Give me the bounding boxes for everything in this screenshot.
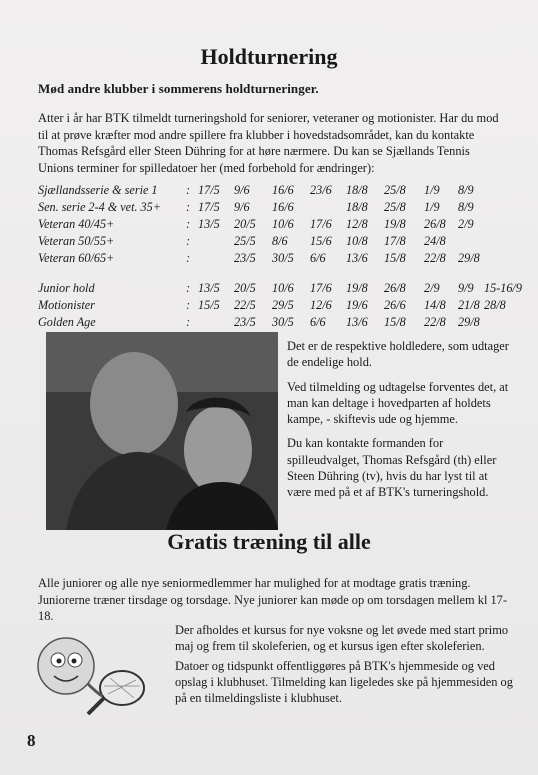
tennis-ball-mascot-icon	[30, 622, 170, 722]
page-number: 8	[27, 731, 36, 750]
schedule-date: 17/6	[310, 281, 332, 295]
schedule-date: 15-16/9	[484, 281, 522, 295]
schedule-row	[38, 183, 508, 200]
schedule-date: 6/6	[310, 315, 326, 329]
team-info-p1: Det er de respektive holdledere, som udtager de endelige hold.	[287, 339, 509, 370]
subheading: Mød andre klubber i sommerens holdturneringer.	[38, 81, 319, 96]
schedule-date: 10/6	[272, 217, 294, 231]
schedule-date: 26/8	[384, 281, 406, 295]
schedule-date: 22/8	[424, 251, 446, 265]
schedule-date: 8/6	[272, 234, 288, 248]
schedule-date: 21/8	[458, 298, 480, 312]
schedule-date: 9/6	[234, 183, 250, 197]
schedule-date: 16/6	[272, 183, 294, 197]
schedule-date: 25/8	[384, 200, 406, 214]
schedule-row	[38, 200, 508, 217]
schedule-label: Veteran 40/45+	[38, 217, 115, 231]
schedule-colon: :	[186, 183, 191, 197]
schedule-colon: :	[186, 281, 191, 295]
schedule-date: 15/6	[310, 234, 332, 248]
schedule-date: 19/8	[346, 281, 368, 295]
schedule-date: 12/8	[346, 217, 368, 231]
section-title-training: Gratis træning til alle	[167, 529, 371, 554]
schedule-label: Motionister	[38, 298, 95, 312]
schedule-date: 23/6	[310, 183, 332, 197]
schedule-row	[38, 298, 508, 315]
photo-illustration	[46, 332, 278, 530]
tennis-ball-mascot	[30, 622, 170, 722]
schedule-date: 8/9	[458, 183, 474, 197]
schedule-date: 15/8	[384, 315, 406, 329]
course-info-p1: Der afholdes et kursus for nye voksne og let øvede med start primo maj og frem til skoleferien, og et kursus igen efter skoleferien.	[175, 623, 509, 654]
training-paragraph: Alle juniorer og alle nye seniormedlemmer har mulighed for at modtage gratis træning. Juniorerne træner tirsdage og torsdage. Nye juniorer kan møde op om torsdagen mellem kl 17-18.	[38, 576, 507, 623]
team-info-p3: Du kan kontakte formanden for spilleudvalget, Thomas Refsgård (th) eller Steen Dühring (tv), hvis du har lyst til at være med på et af BTK's turneringshold.	[287, 436, 497, 500]
schedule-date: 14/8	[424, 298, 446, 312]
schedule-label: Veteran 60/65+	[38, 251, 115, 265]
schedule-date: 29/8	[458, 315, 480, 329]
schedule-date: 17/6	[310, 217, 332, 231]
schedule-date: 26/8	[424, 217, 446, 231]
schedule-date: 25/8	[384, 183, 406, 197]
page-title: Holdturnering	[200, 44, 338, 69]
schedule-date: 18/8	[346, 183, 368, 197]
schedule-row	[38, 234, 508, 251]
schedule-date: 26/6	[384, 298, 406, 312]
schedule-date: 15/5	[198, 298, 220, 312]
schedule-date: 13/5	[198, 217, 220, 231]
schedule-date: 20/5	[234, 217, 256, 231]
schedule-colon: :	[186, 251, 191, 265]
schedule-colon: :	[186, 217, 191, 231]
schedule-date: 29/5	[272, 298, 294, 312]
schedule-date: 16/6	[272, 200, 294, 214]
schedule-date: 9/6	[234, 200, 250, 214]
schedule-date: 22/8	[424, 315, 446, 329]
schedule-date: 13/6	[346, 315, 368, 329]
schedule-date: 8/9	[458, 200, 474, 214]
schedule-date: 12/6	[310, 298, 332, 312]
course-info-text	[175, 622, 515, 709]
schedule-date: 22/5	[234, 298, 256, 312]
schedule-date: 29/8	[458, 251, 480, 265]
schedule-label: Junior hold	[38, 281, 95, 295]
schedule-label: Veteran 50/55+	[38, 234, 115, 248]
photo-two-men	[46, 332, 278, 530]
schedule-date: 10/8	[346, 234, 368, 248]
intro-paragraph: Atter i år har BTK tilmeldt turneringshold for seniorer, veteraner og motionister. Har du mod til at prøve kræfter mod andre spillere fra klubber i hovedstadsområdet, kan du kontakte Thomas Refsgård eller Steen Dühring for at høre nærmere. Du kan se Sjællands Tennis Unions terminer for spilledatoer her (med forbehold for ændringer):	[38, 111, 499, 175]
schedule-colon: :	[186, 200, 191, 214]
team-info-text	[287, 338, 512, 509]
schedule-date: 13/6	[346, 251, 368, 265]
schedule-date: 1/9	[424, 183, 440, 197]
schedule-row	[38, 251, 508, 268]
schedule-date: 17/5	[198, 200, 220, 214]
schedule-date: 24/8	[424, 234, 446, 248]
schedule-date: 25/5	[234, 234, 256, 248]
schedule-gap	[38, 268, 508, 281]
schedule-date: 1/9	[424, 200, 440, 214]
course-info-p2: Datoer og tidspunkt offentliggøres på BTK's hjemmeside og ved opslag i klubhuset. Tilmelding kan ligeledes ske på hjemmesiden og på en tilmeldingsliste i klubhuset.	[175, 658, 513, 706]
schedule-date: 9/9	[458, 281, 474, 295]
schedule-colon: :	[186, 298, 191, 312]
schedule-date: 18/8	[346, 200, 368, 214]
schedule-label: Sen. serie 2-4 & vet. 35+	[38, 200, 161, 214]
schedule-date: 10/6	[272, 281, 294, 295]
schedule-date: 30/5	[272, 315, 294, 329]
schedule-date: 23/5	[234, 251, 256, 265]
schedule-label: Golden Age	[38, 315, 96, 329]
schedule-date: 19/8	[384, 217, 406, 231]
schedule-row	[38, 217, 508, 234]
schedule-date: 19/6	[346, 298, 368, 312]
schedule-date: 20/5	[234, 281, 256, 295]
team-info-p2: Ved tilmelding og udtagelse forventes det, at man kan deltage i hovedparten af holdets kampe, - skiftevis ude og hjemme.	[287, 379, 509, 427]
schedule-date: 2/9	[458, 217, 474, 231]
schedule-colon: :	[186, 315, 191, 329]
schedule-date: 13/5	[198, 281, 220, 295]
schedule-table	[38, 183, 522, 332]
schedule-date: 17/8	[384, 234, 406, 248]
schedule-date: 15/8	[384, 251, 406, 265]
schedule-date: 17/5	[198, 183, 220, 197]
schedule-row	[38, 281, 522, 298]
schedule-date: 30/5	[272, 251, 294, 265]
schedule-colon: :	[186, 234, 191, 248]
schedule-label: Sjællandsserie & serie 1	[38, 183, 158, 197]
schedule-date: 28/8	[484, 298, 506, 312]
schedule-date: 23/5	[234, 315, 256, 329]
schedule-row	[38, 315, 508, 332]
schedule-date: 2/9	[424, 281, 440, 295]
schedule-date: 6/6	[310, 251, 326, 265]
